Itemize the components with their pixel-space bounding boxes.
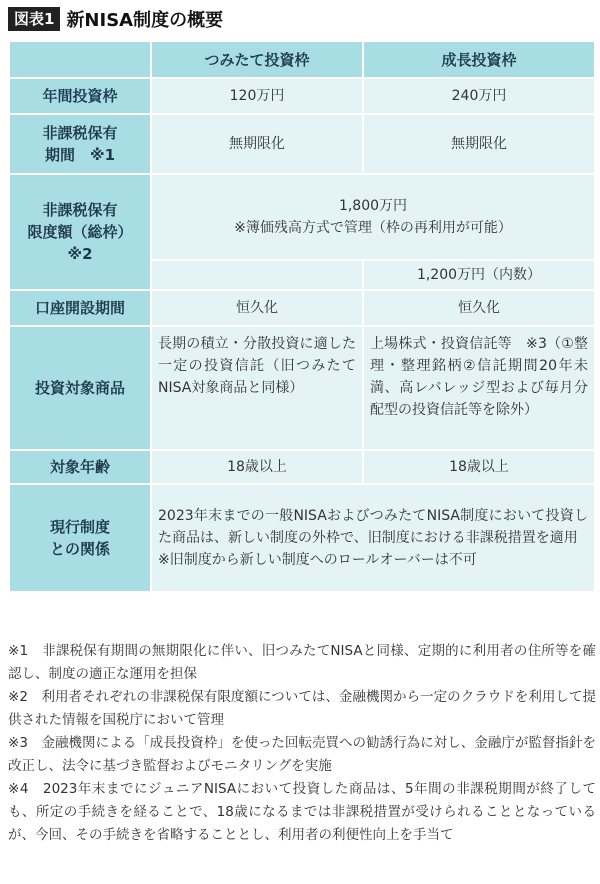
account-growth-value: 恒久化 [363,290,595,326]
table-row [9,78,595,114]
row-label-products: 投資対象商品 [9,326,151,450]
figure-badge: 図表1 [8,7,60,31]
row-label-relation [9,484,151,592]
products-tsumitate-value: 長期の積立・分散投資に適した一定の投資信託（旧つみたてNISA対象商品と同様） [151,326,363,450]
age-tsumitate-value: 18歳以上 [151,450,363,484]
row-label-limit-line3: ※2 [67,245,93,263]
row-label-limit-line2: 限度額（総枠） [27,223,133,241]
limit-growth-sub-value: 1,200万円（内数） [363,260,595,290]
products-growth-value: 上場株式・投資信託等 ※3（①整理・整理銘柄②信託期間20年未満、高レバレッジ型および毎月分配型の投資信託等を除外） [363,326,595,450]
table-row [9,484,595,592]
table-row [9,450,595,484]
annual-growth-value: 240万円 [363,78,595,114]
period-tsumitate-value: 無期限化 [151,114,363,174]
account-tsumitate-value: 恒久化 [151,290,363,326]
table-row [9,290,595,326]
row-label-account: 口座開設期間 [9,290,151,326]
row-label-relation-line2: との関係 [49,540,110,558]
figure-title [8,6,223,32]
row-label-limit [9,174,151,290]
header-growth: 成長投資枠 [363,41,595,78]
table-row [9,174,595,260]
period-growth-value: 無期限化 [363,114,595,174]
table-row [9,326,595,450]
annual-tsumitate-value: 120万円 [151,78,363,114]
limit-total-value: 1,800万円 [338,198,408,214]
row-label-period-line1: 非課税保有 [42,124,118,142]
limit-tsumitate-empty [151,260,363,290]
relation-text: 2023年末までの一般NISAおよびつみたてNISA制度において投資した商品は、新しい制度の外枠で、旧制度における非課税措置を適用 [158,508,588,546]
header-row [9,41,595,78]
figure-title-text: 新NISA制度の概要 [66,10,224,31]
table-row [9,114,595,174]
relation-value-cell [151,484,595,592]
row-label-period-line2: 期間 ※1 [44,146,116,164]
footnote-3: ※3 金融機関による「成長投資枠」を使った回転売買への勧誘行為に対し、金融庁が監督指針を改正し、法令に基づき監督およびモニタリングを実施 [8,735,596,774]
limit-total-cell [151,174,595,260]
row-label-annual: 年間投資枠 [9,78,151,114]
row-label-relation-line1: 現行制度 [49,518,110,536]
row-label-limit-line1: 非課税保有 [42,201,118,219]
footnotes [8,640,596,847]
relation-note: ※旧制度から新しい制度へのロールオーバーは不可 [158,552,477,568]
footnote-1: ※1 非課税保有期間の無期限化に伴い、旧つみたてNISAと同様、定期的に利用者の住所等を確認し、制度の適正な運用を担保 [8,643,596,682]
nisa-overview-table [8,40,596,593]
limit-method-note: ※簿価残高方式で管理（枠の再利用が可能） [234,220,512,236]
header-tsumitate: つみたて投資枠 [151,41,363,78]
row-label-period [9,114,151,174]
footnote-2: ※2 利用者それぞれの非課税保有限度額については、金融機関から一定のクラウドを利用して提供された情報を国税庁において管理 [8,689,596,728]
footnote-4: ※4 2023年末までにジュニアNISAにおいて投資した商品は、5年間の非課税期間が終了しても、所定の手続きを経ることで、18歳になるまでは非課税措置が受けられることとなっているが、今回、その手続きを省略することとし、利用者の利便性向上を手当て [8,781,596,843]
header-corner-cell [9,41,151,78]
age-growth-value: 18歳以上 [363,450,595,484]
row-label-age: 対象年齢 [9,450,151,484]
